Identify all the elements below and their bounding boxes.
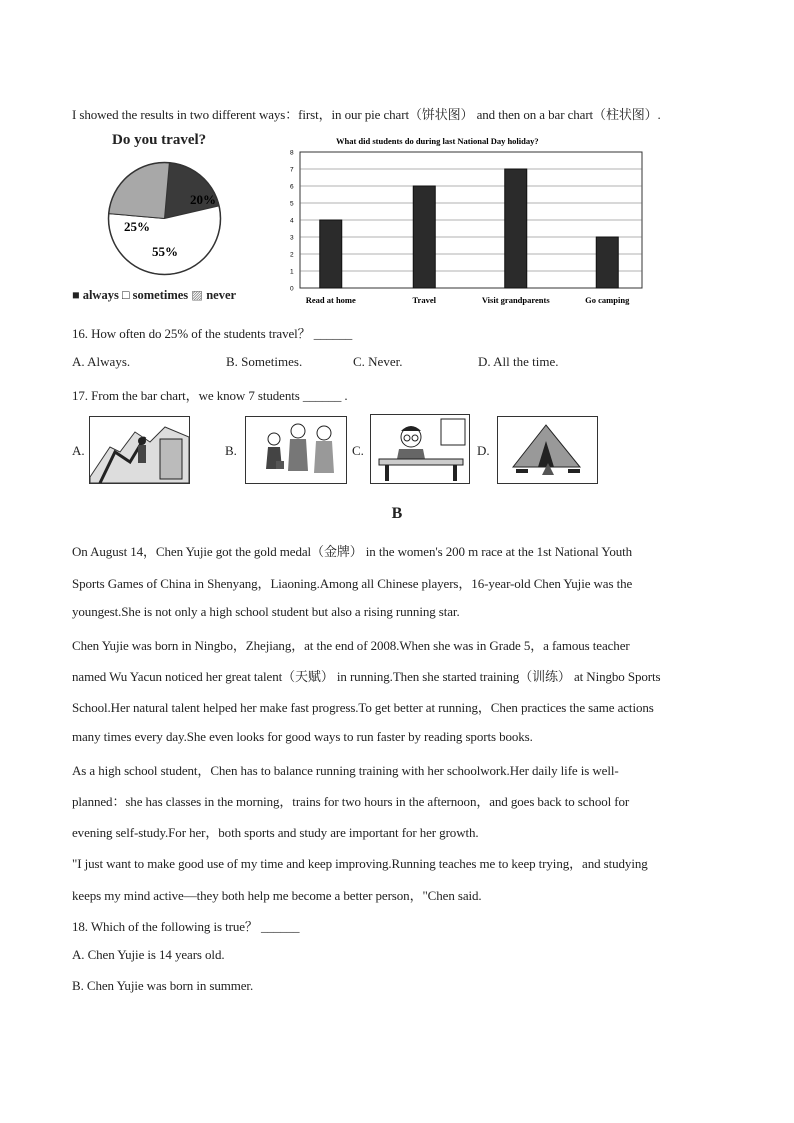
q17-label-c[interactable]: C. [352,443,364,458]
pie-label-never: 25% [124,219,150,234]
q16-question: 16. How often do 25% of the students travel？ ______ [72,326,353,341]
bar-ytick-label: 1 [290,268,294,276]
bar-ytick-label: 3 [290,234,294,242]
bar-ytick-label: 4 [290,217,294,225]
bar-ytick-label: 2 [290,251,294,259]
camping-picture[interactable] [497,416,598,484]
passage-line-9: planned：she has classes in the morning，trains for two hours in the afternoon，and goes back to school for [72,794,630,809]
bar-read-at-home [320,220,342,288]
q17-question: 17. From the bar chart，we know 7 students ______ . [72,388,348,403]
pie-label-sometimes: 55% [152,244,178,259]
pie-label-always: 20% [190,192,216,207]
bar-ytick-label: 8 [290,149,294,157]
legend-never-label: never [206,288,237,302]
legend-sometimes-label: sometimes [132,288,189,302]
pie-legend [72,287,236,303]
bar-ytick-label: 6 [290,183,294,191]
q17-label-a[interactable]: A. [72,443,85,458]
passage-line-5: named Wu Yacun noticed her great talent（天赋） in running.Then she started training（训练） at Ningbo Sports [72,669,661,684]
q18-question: 18. Which of the following is true？ ______ [72,919,300,934]
q16-option-b[interactable]: B. Sometimes. [226,354,303,369]
pie-title: Do you travel? [112,132,207,148]
q16-option-c[interactable]: C. Never. [353,354,403,369]
section-heading: B [391,505,403,522]
q17-label-d[interactable]: D. [477,443,490,458]
passage-line-12: keeps my mind active—they both help me become a better person，"Chen said. [72,888,482,903]
q18-option-b[interactable]: B. Chen Yujie was born in summer. [72,978,254,993]
legend-always-label: always [82,288,119,302]
passage-line-2: Sports Games of China in Shenyang，Liaoning.Among all Chinese players，16-year-old Chen Yujie was the [72,576,633,591]
q17-label-b[interactable]: B. [225,443,237,458]
bar-xtick-label: Travel [412,295,436,305]
reading-picture[interactable] [370,414,470,484]
pie-chart [72,128,272,308]
bar-ytick-label: 0 [290,285,294,293]
bar-svg [286,130,646,310]
q18-option-a[interactable]: A. Chen Yujie is 14 years old. [72,947,225,962]
great-wall-picture[interactable] [89,416,190,484]
bar-travel [413,186,435,288]
q16-option-a[interactable]: A. Always. [72,354,131,369]
passage-line-1: On August 14，Chen Yujie got the gold medal（金牌） in the women's 200 m race at the 1st National Youth [72,544,633,559]
pie-svg [102,156,227,281]
bar-xtick-label: Go camping [585,295,630,305]
bar-xtick-label: Read at home [305,295,356,305]
passage-line-7: many times every day.She even looks for good ways to run faster by reading sports books. [72,729,533,744]
legend-sometimes-swatch: □ [121,288,130,302]
passage-line-10: evening self-study.For her，both sports and study are important for her growth. [72,825,479,840]
q16-option-d[interactable]: D. All the time. [478,354,559,369]
bar-go-camping [596,237,618,288]
bar-visit-grandparents [505,169,527,288]
passage-line-6: School.Her natural talent helped her make fast progress.To get better at running，Chen practices the same actions [72,700,654,715]
passage-line-11: "I just want to make good use of my time and keep improving.Running teaches me to keep trying，and studying [72,856,648,871]
passage-line-4: Chen Yujie was born in Ningbo，Zhejiang，at the end of 2008.When she was in Grade 5，a famous teacher [72,638,630,653]
legend-never-swatch: ▨ [191,288,204,302]
pie-slice-never [109,163,170,219]
bar-xtick-label: Visit grandparents [481,295,550,305]
passage-line-8: As a high school student，Chen has to balance running training with her schoolwork.Her daily life is well- [72,763,619,778]
bar-chart-title: What did students do during last National Day holiday? [336,136,539,146]
intro-text: I showed the results in two different ways：first，in our pie chart（饼状图） and then on a bar chart（柱状图）. [72,107,661,122]
bar-ytick-label: 5 [290,200,294,208]
legend-always-swatch: ■ [72,288,80,302]
grandparents-picture[interactable] [245,416,347,484]
bar-ytick-label: 7 [290,166,294,174]
passage-line-3: youngest.She is not only a high school student but also a rising running star. [72,604,460,619]
bar-chart [286,130,646,310]
